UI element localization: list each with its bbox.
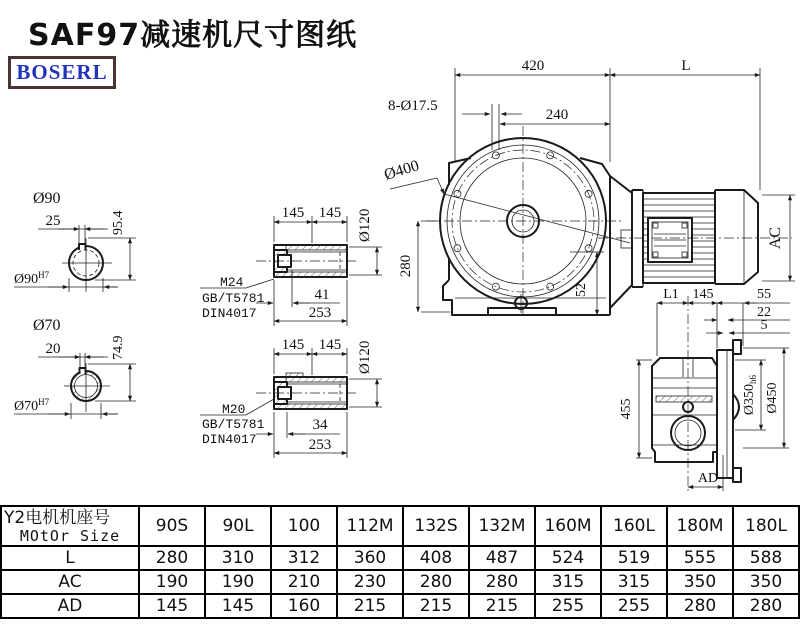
col-header-132M: 132M <box>469 506 535 546</box>
AD-180L: 280 <box>733 594 799 618</box>
AD-132M: 215 <box>469 594 535 618</box>
side-dim-dia450: Ø450 <box>765 382 780 414</box>
AC-180L: 350 <box>733 570 799 594</box>
m24-std1-label: GB/T5781 <box>202 291 265 306</box>
m20-dim-145b: 145 <box>318 337 342 353</box>
motor-size-header-en: MOtOr Size <box>19 526 121 545</box>
AC-160L: 315 <box>601 570 667 594</box>
shaft90-height-dim: 95.4 <box>111 210 126 235</box>
front-dim-52: 52 <box>574 283 589 297</box>
shaft70-height-dim: 74.9 <box>111 335 126 360</box>
front-dim-L: L <box>681 58 691 74</box>
L-180L: 588 <box>733 546 799 570</box>
AC-132S: 280 <box>403 570 469 594</box>
m20-thread-label: M20 <box>222 402 246 417</box>
AD-112M: 215 <box>337 594 403 618</box>
AC-112M: 230 <box>337 570 403 594</box>
AD-160L: 255 <box>601 594 667 618</box>
L-100: 312 <box>271 546 337 570</box>
side-dim-5: 5 <box>760 318 768 333</box>
side-dim-L1: L1 <box>663 287 679 302</box>
side-dim-AD: AD <box>697 471 719 486</box>
m20-dim-253: 253 <box>308 437 332 453</box>
col-header-90L: 90L <box>205 506 271 546</box>
m20-dim-34: 34 <box>312 417 328 433</box>
AC-90S: 190 <box>139 570 205 594</box>
m24-std2-label: DIN4017 <box>202 306 257 321</box>
shaft70-key-dim: 20 <box>45 341 61 357</box>
m24-dim-145a: 145 <box>281 205 305 221</box>
AC-90L: 190 <box>205 570 271 594</box>
table-header-row <box>1 506 799 546</box>
col-header-112M: 112M <box>337 506 403 546</box>
AD-132S: 215 <box>403 594 469 618</box>
row-label-AD: AD <box>1 594 139 618</box>
m20-std1-label: GB/T5781 <box>202 417 265 432</box>
col-header-132S: 132S <box>403 506 469 546</box>
m24-dia120-dim: Ø120 <box>357 208 373 242</box>
col-header-160L: 160L <box>601 506 667 546</box>
front-dim-AC: AC <box>767 226 784 250</box>
AD-90L: 145 <box>205 594 271 618</box>
side-view-drawing <box>619 287 790 494</box>
col-header-180L: 180L <box>733 506 799 546</box>
AC-160M: 315 <box>535 570 601 594</box>
hollow-shaft-m24 <box>200 205 382 326</box>
col-header-100: 100 <box>271 506 337 546</box>
AD-180M: 280 <box>667 594 733 618</box>
m24-dim-41: 41 <box>314 287 330 303</box>
L-132M: 487 <box>469 546 535 570</box>
side-dim-55: 55 <box>757 287 771 302</box>
shaft70-section <box>14 317 136 419</box>
side-dim-dia350: $Ø350_{h6}$ <box>742 374 758 416</box>
front-view-drawing <box>382 58 795 318</box>
shaft70-bore-label: $Ø70^{H7}$ <box>14 397 50 414</box>
page-title: SAF97减速机尺寸图纸 <box>28 18 358 53</box>
front-bolt-holes-label: 8-Ø17.5 <box>388 98 438 114</box>
m24-dim-253: 253 <box>308 305 332 321</box>
motor-size-header-cn: Y2电机机座号 <box>4 507 111 528</box>
side-dim-455: 455 <box>619 398 634 420</box>
AD-100: 160 <box>271 594 337 618</box>
shaft90-key-dim: 25 <box>45 213 61 229</box>
L-160M: 524 <box>535 546 601 570</box>
m24-thread-label: M24 <box>220 275 244 290</box>
m20-dim-145a: 145 <box>281 337 305 353</box>
col-header-180M: 180M <box>667 506 733 546</box>
AD-160M: 255 <box>535 594 601 618</box>
m24-dim-145b: 145 <box>318 205 342 221</box>
front-dim-420: 420 <box>521 58 545 74</box>
AC-100: 210 <box>271 570 337 594</box>
m20-std2-label: DIN4017 <box>202 432 257 447</box>
hollow-shaft-m20 <box>200 337 382 458</box>
L-112M: 360 <box>337 546 403 570</box>
L-90S: 280 <box>139 546 205 570</box>
row-label-AC: AC <box>1 570 139 594</box>
m20-dia120-dim: Ø120 <box>357 340 373 374</box>
AC-132M: 280 <box>469 570 535 594</box>
L-160L: 519 <box>601 546 667 570</box>
front-dim-280: 280 <box>398 254 414 278</box>
shaft90-dia-label: Ø90 <box>33 190 61 207</box>
boserl-logo: BOSERL <box>8 56 116 89</box>
col-header-90S: 90S <box>139 506 205 546</box>
row-label-L: L <box>1 546 139 570</box>
table-row-L <box>1 546 799 570</box>
motor-dimension-table <box>0 505 800 619</box>
L-90L: 310 <box>205 546 271 570</box>
table-row-AD <box>1 594 799 618</box>
side-dim-145: 145 <box>692 287 714 302</box>
motor-size-header <box>1 506 139 546</box>
AD-90S: 145 <box>139 594 205 618</box>
front-dia400-label: Ø400 <box>382 157 422 184</box>
shaft90-section <box>14 190 136 292</box>
front-dim-240: 240 <box>545 107 569 123</box>
AC-180M: 350 <box>667 570 733 594</box>
col-header-160M: 160M <box>535 506 601 546</box>
L-132S: 408 <box>403 546 469 570</box>
side-dim-22: 22 <box>757 305 771 320</box>
shaft90-bore-label: $Ø90^{H7}$ <box>14 270 50 287</box>
L-180M: 555 <box>667 546 733 570</box>
shaft70-dia-label: Ø70 <box>33 317 61 334</box>
table-row-AC <box>1 570 799 594</box>
